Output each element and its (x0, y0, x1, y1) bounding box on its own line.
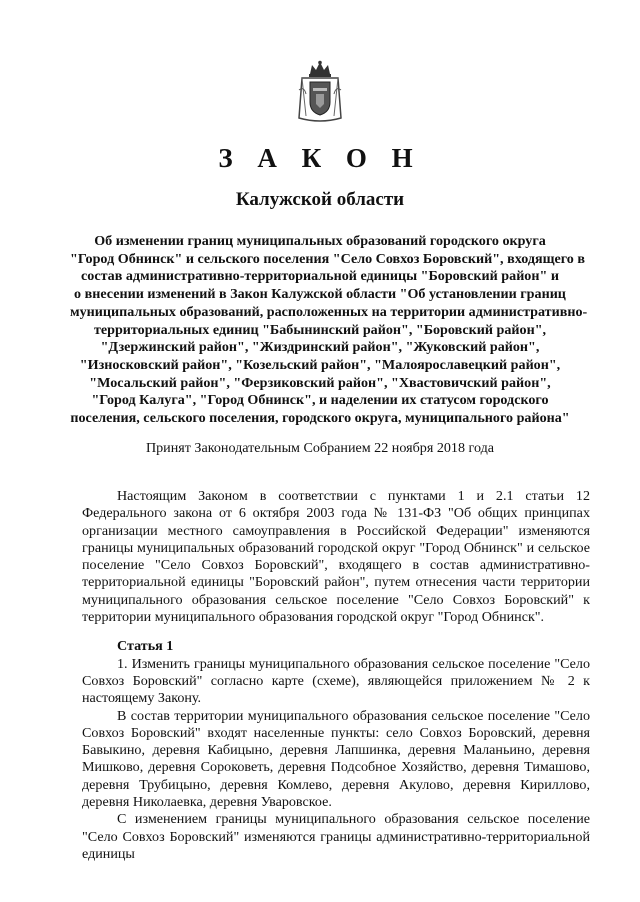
article-title: Статья 1 (117, 638, 174, 655)
heading-line: "Город Калуга", "Город Обнинск", и наделении их статусом городского (91, 392, 549, 409)
law-heading (70, 233, 588, 428)
heading-line: поселения, сельского поселения, городского округа, муниципального района" (70, 410, 570, 427)
heading-line: о внесении изменений в Закон Калужской области "Об установлении границ (74, 286, 566, 303)
article-paragraph: В состав территории муниципального образования сельское поселение "Село Совхоз Боровский" входят населенные пункты: село Совхоз Боровский, деревня Бавыкино, деревня Кабицыно, деревня Лапшинка, деревня Маланьино, деревня Мишково, деревня Сороковеть, деревня Подсобное Хозяйство, деревня Тимашово, деревня Трубицыно, деревня Комлево, деревня Акулово, деревня Кириллово, деревня Николаевка, деревня Уваровское. (82, 707, 590, 811)
heading-line: "Износковский район", "Козельский район", "Малоярославецкий район", (79, 356, 561, 373)
article-paragraph: 1. Изменить границы муниципального образования сельское поселение "Село Совхоз Боровский" согласно карте (схеме), являющейся приложением № 2 к настоящему Закону. (82, 655, 590, 707)
heading-line: территориальных единиц "Бабынинский район", "Боровский район", (93, 321, 547, 338)
document-title: З А К О Н (218, 143, 422, 173)
article-paragraph: С изменением границы муниципального образования сельское поселение "Село Совхоз Боровский" изменяются границы административно-территориальной единицы (82, 811, 590, 862)
heading-line: состав административно-территориальной единицы "Боровский район" и (81, 268, 559, 285)
heading-line: "Дзержинский район", "Жиздринский район", "Жуковский район", (100, 339, 540, 356)
kaluga-coat-of-arms-icon (296, 60, 344, 124)
adoption-line: Принят Законодательным Собранием 22 ноября 2018 года (145, 440, 495, 456)
heading-line: муниципальных образований, расположенных на территории административно- (70, 303, 588, 320)
heading-line: "Мосальский район", "Ферзиковский район", "Хвастовичский район", (89, 374, 551, 391)
heading-line: Об изменении границ муниципальных образований городского округа (94, 233, 546, 249)
document-subtitle: Калужской области (235, 189, 405, 210)
document-body (82, 488, 590, 862)
preamble-paragraph: Настоящим Законом в соответствии с пунктами 1 и 2.1 статьи 12 Федерального закона от 6 октября 2003 года № 131-ФЗ "Об общих принципах организации местного самоуправления в Российской Федерации" изменяются границы муниципальных образований городской округ "Город Обнинск" и сельское поселение "Село Совхоз Боровский", входящего в состав административно-территориальной единицы "Боровский район", путем отнесения части территории муниципального образования сельское поселение "Село Совхоз Боровский" к территории муниципального образования городской округ "Город Обнинск". (82, 488, 590, 626)
heading-line: "Город Обнинск" и сельского поселения "Село Совхоз Боровский", входящего в (70, 250, 585, 267)
